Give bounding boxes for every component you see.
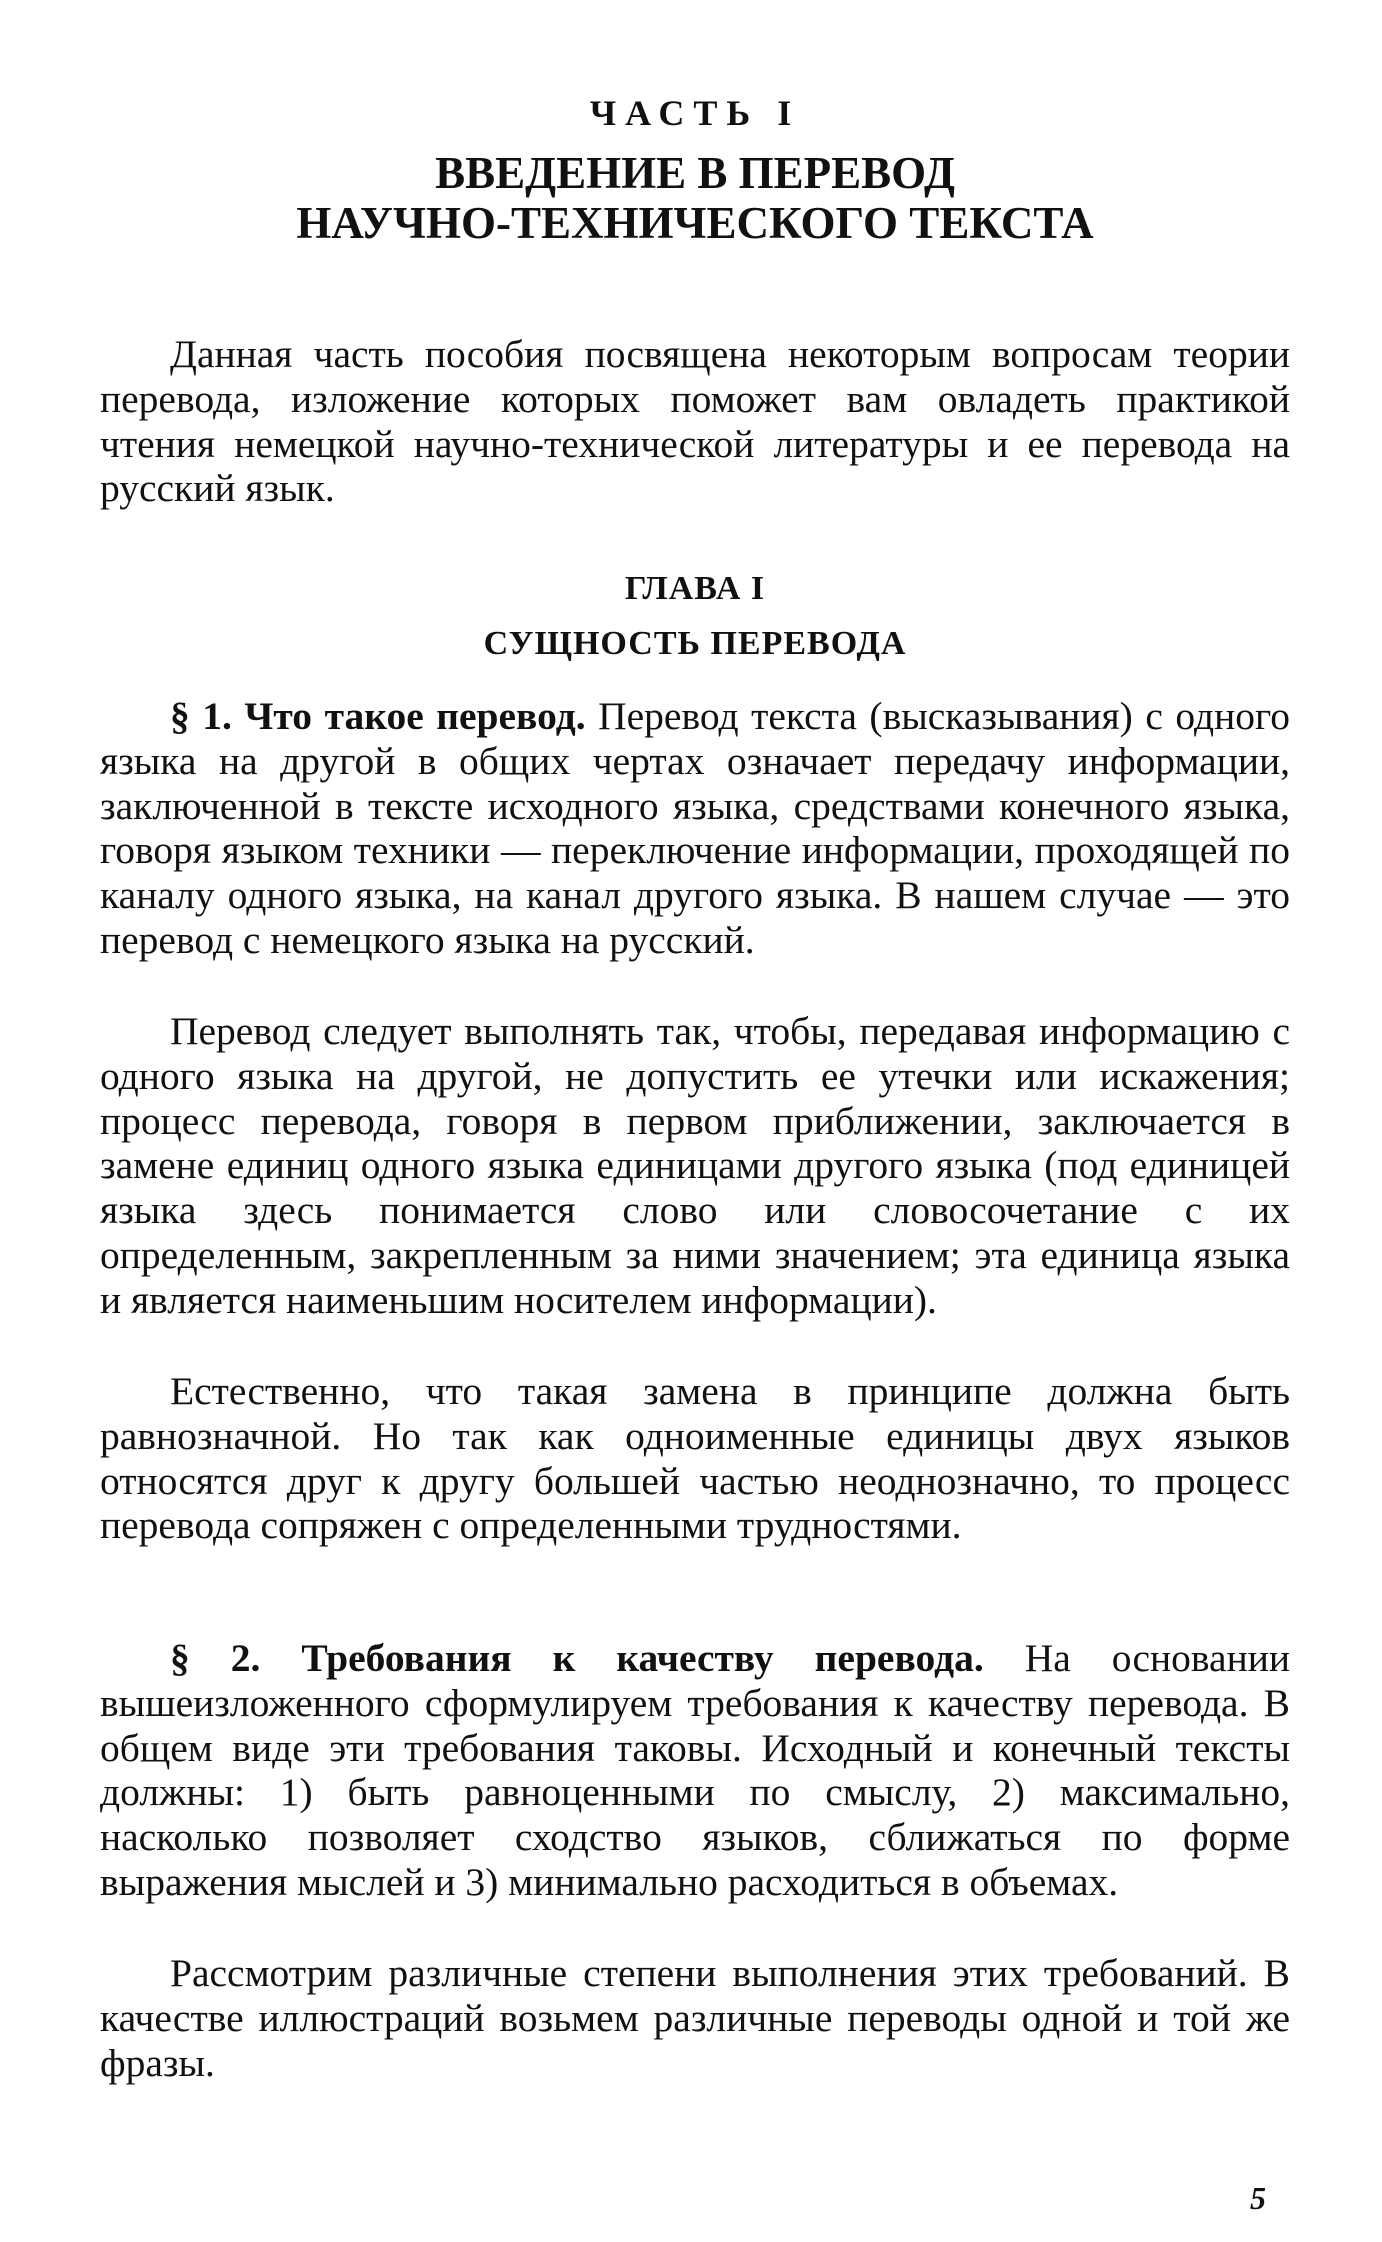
- section-1-paragraph-2: Перевод следует выполнять так, чтобы, передавая информацию с одного языка на другой, не допустить ее утечки или искажения; процесс перевода, говоря в первом приближении, заключается в замене единиц одного языка единицами другого языка (под единицей языка здесь понимается слово или словосочетание с их определенным, закрепленным за ними значением; эта единица языка и является наименьшим носителем информации).: [100, 1009, 1290, 1322]
- section-2-paragraph-1-text: На основании вышеизложенного сформулируем требования к качеству перевода. В общем виде эти требования таковы. Исходный и конечный тексты должны: 1) быть равноценными по смыслу, 2) максимально, насколько позволяет сходство языков, сближаться по форме выражения мыслей и 3) минимально расходиться в объемах.: [100, 1636, 1290, 1904]
- section-1-heading: § 1. Что такое перевод.: [170, 694, 586, 738]
- section-2-paragraph-2: Рассмотрим различные степени выполнения этих требований. В качестве иллюстраций возьмем различные переводы одной и той же фразы.: [100, 1951, 1290, 2085]
- part-title: [100, 148, 1290, 248]
- section-1-paragraph-1: [100, 694, 1290, 963]
- section-2-heading: § 2. Требования к качеству перевода.: [170, 1636, 984, 1680]
- chapter-title: СУЩНОСТЬ ПЕРЕВОДА: [483, 625, 907, 662]
- part-title-line-1: ВВЕДЕНИЕ В ПЕРЕВОД: [435, 148, 955, 198]
- section-2-paragraph-1: [100, 1636, 1290, 1905]
- book-page: [100, 0, 1290, 2242]
- part-title-line-2: НАУЧНО-ТЕХНИЧЕСКОГО ТЕКСТА: [296, 198, 1094, 248]
- part-label: ЧАСТЬ I: [589, 93, 801, 133]
- chapter-label: ГЛАВА I: [624, 570, 766, 607]
- section-1-paragraph-3: Естественно, что такая замена в принципе должна быть равнозначной. Но так как одноименные единицы двух языков относятся друг к другу большей частью неоднозначно, то процесс перевода сопряжен с определенными трудностями.: [100, 1369, 1290, 1548]
- page-number: 5: [1250, 2180, 1266, 2216]
- intro-paragraph: Данная часть пособия посвящена некоторым вопросам теории перевода, изложение которых поможет вам овладеть практикой чтения немецкой научно-технической литературы и ее перевода на русский язык.: [100, 332, 1290, 511]
- section-1-paragraph-1-text: Перевод текста (высказывания) с одного языка на другой в общих чертах означает передачу информации, заключенной в тексте исходного языка, средствами конечного языка, говоря языком техники — переключение информации, проходящей по каналу одного языка, на канал другого языка. В нашем случае — это перевод с немецкого языка на русский.: [100, 694, 1290, 962]
